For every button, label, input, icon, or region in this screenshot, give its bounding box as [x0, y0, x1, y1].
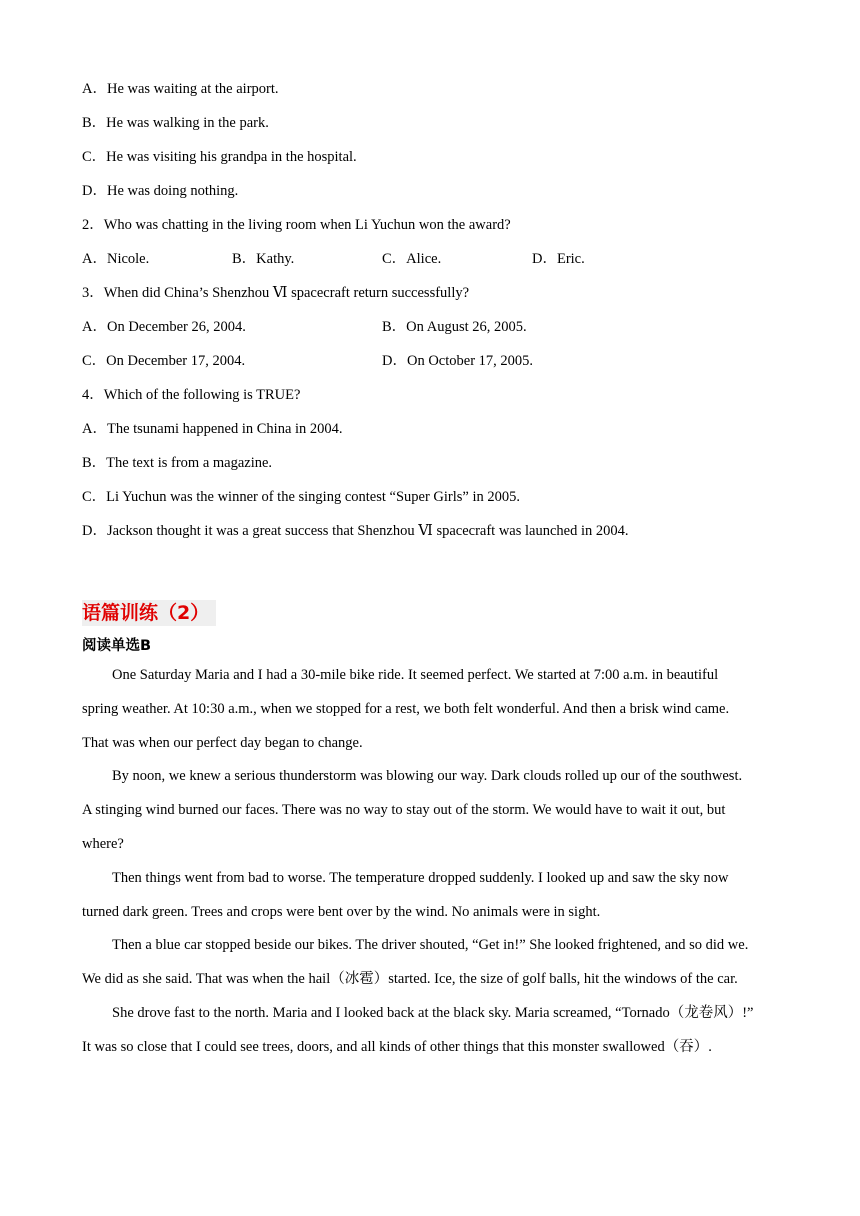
- passage-paragraph-3: [82, 861, 782, 929]
- q2-option-b: B．Kathy.: [232, 251, 295, 267]
- passage-paragraph-4: [82, 928, 782, 996]
- q1-option-c: C．He was visiting his grandpa in the hospital.: [82, 149, 357, 165]
- q4-stem: 4．Which of the following is TRUE?: [82, 387, 301, 403]
- q4-option-c: C．Li Yuchun was the winner of the singing contest “Super Girls” in 2005.: [82, 489, 521, 505]
- q3-option-b: B．On August 26, 2005.: [382, 319, 527, 335]
- paragraph-line: That was when our perfect day began to change.: [82, 735, 363, 751]
- paragraph-line: It was so close that I could see trees, doors, and all kinds of other things that this monster swallowed（吞）.: [82, 1039, 712, 1055]
- paragraph-line: We did as she said. That was when the hail（冰雹）started. Ice, the size of golf balls, hit the windows of the car.: [82, 971, 738, 987]
- paragraph-line: Then things went from bad to worse. The temperature dropped suddenly. I looked up and saw the sky now: [112, 870, 729, 886]
- q2-option-d: D．Eric.: [532, 251, 585, 267]
- q3-option-d: D．On October 17, 2005.: [382, 353, 534, 369]
- section-title: 语篇训练（2）: [82, 600, 216, 626]
- paragraph-line: One Saturday Maria and I had a 30-mile bike ride. It seemed perfect. We started at 7:00 a.m. in beautiful: [112, 667, 719, 683]
- q4-option-d: D．Jackson thought it was a great success that Shenzhou Ⅵ spacecraft was launched in 2004.: [82, 523, 629, 539]
- q3-stem: 3．When did China’s Shenzhou Ⅵ spacecraft return successfully?: [82, 285, 470, 301]
- section-subtitle: 阅读单选B: [82, 638, 152, 654]
- q4-option-b: B．The text is from a magazine.: [82, 455, 273, 471]
- paragraph-line: Then a blue car stopped beside our bikes. The driver shouted, “Get in!” She looked frightened, and so did we.: [112, 937, 749, 953]
- q3-option-a: A．On December 26, 2004.: [82, 319, 246, 335]
- paragraph-line: turned dark green. Trees and crops were bent over by the wind. No animals were in sight.: [82, 904, 601, 920]
- q2-stem: 2．Who was chatting in the living room when Li Yuchun won the award?: [82, 217, 511, 233]
- paragraph-line: spring weather. At 10:30 a.m., when we stopped for a rest, we both felt wonderful. And then a brisk wind came.: [82, 701, 730, 717]
- q1-option-a: A．He was waiting at the airport.: [82, 81, 279, 97]
- q3-option-c: C．On December 17, 2004.: [82, 353, 246, 369]
- q1-option-d: D．He was doing nothing.: [82, 183, 239, 199]
- paragraph-line: By noon, we knew a serious thunderstorm was blowing our way. Dark clouds rolled up our of the southwest.: [112, 768, 743, 784]
- q1-option-b: B．He was walking in the park.: [82, 115, 269, 131]
- paragraph-line: She drove fast to the north. Maria and I looked back at the black sky. Maria screamed, “Tornado（龙卷风）!”: [112, 1005, 754, 1021]
- passage-paragraph-1: [82, 658, 782, 760]
- passage-paragraph-5: [82, 996, 782, 1064]
- paragraph-line: where?: [82, 836, 124, 852]
- q2-option-a: A．Nicole.: [82, 251, 150, 267]
- q4-option-a: A．The tsunami happened in China in 2004.: [82, 421, 343, 437]
- q2-option-c: C．Alice.: [382, 251, 442, 267]
- passage-paragraph-2: [82, 759, 782, 861]
- paragraph-line: A stinging wind burned our faces. There was no way to stay out of the storm. We would have to wait it out, but: [82, 802, 726, 818]
